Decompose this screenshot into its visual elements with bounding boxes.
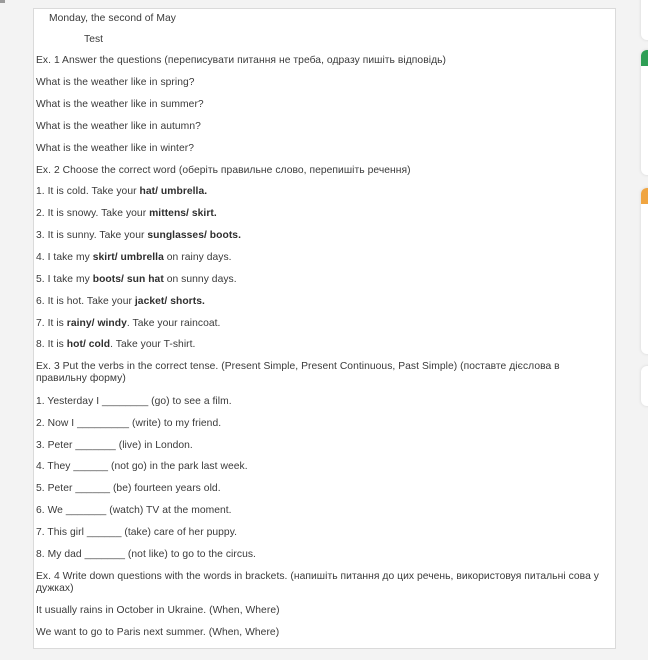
ex2-item xyxy=(34,318,609,330)
ex3-item: 8. My dad _______ (not like) to go to the circus. xyxy=(36,549,256,560)
ex2-item xyxy=(34,230,609,242)
ex2-item-choice: rainy/ windy xyxy=(66,318,127,329)
ex2-item-text: on sunny days. xyxy=(163,274,237,285)
ex2-item xyxy=(34,296,609,308)
ex3-item: 5. Peter ______ (be) fourteen years old. xyxy=(36,483,221,494)
test-title: Test xyxy=(84,34,104,45)
ex2-heading: Ex. 2 Choose the correct word (оберіть правильне слово, перепишіть речення) xyxy=(36,165,411,176)
ex2-item-text: . Take your raincoat. xyxy=(126,318,221,329)
ex2-item xyxy=(34,252,609,264)
ex4-heading: Ex. 4 Write down questions with the words in brackets. (напишіть питання до цих речень, використовуя питальні сова у дужках) xyxy=(36,571,599,594)
ex1-heading: Ex. 1 Answer the questions (переписувати питання не треба, одразу пишіть відповідь) xyxy=(36,55,447,66)
ex3-item: 4. They ______ (not go) in the park last week. xyxy=(36,461,248,472)
document-sheet xyxy=(33,8,616,649)
ex1-question: What is the weather like in winter? xyxy=(36,143,194,154)
ex2-item-choice: hat/ umbrella. xyxy=(139,186,208,197)
ex3-item: 3. Peter _______ (live) in London. xyxy=(36,440,193,451)
ex2-item xyxy=(34,339,609,351)
ex2-item-text: on rainy days. xyxy=(163,252,232,263)
ex2-item-choice: sunglasses/ boots. xyxy=(147,230,241,241)
ex4-item: It usually rains in October in Ukraine. (When, Where) xyxy=(36,605,280,616)
ex2-item-text: 8. It is xyxy=(36,339,67,350)
ex2-item-choice: mittens/ skirt. xyxy=(149,208,217,219)
ex2-item xyxy=(34,208,609,220)
ex3-item: 6. We _______ (watch) TV at the moment. xyxy=(36,505,232,516)
ex3-heading: Ex. 3 Put the verbs in the correct tense. (Present Simple, Present Continuous, Past Simple) (поставте дієслова в правильну форму) xyxy=(36,361,560,384)
ex2-item-text: . Take your T-shirt. xyxy=(110,339,196,350)
ex2-item-text: 1. It is cold. Take your xyxy=(36,186,140,197)
ex2-item-text: 2. It is snowy. Take your xyxy=(36,208,150,219)
ex2-item-text: 7. It is xyxy=(36,318,67,329)
ex2-item-choice: jacket/ shorts. xyxy=(134,296,205,307)
ex3-item: 7. This girl ______ (take) care of her puppy. xyxy=(36,527,238,538)
ex2-item-choice: hot/ cold xyxy=(66,339,111,350)
ex2-item-text: 4. I take my xyxy=(36,252,93,263)
side-panel-card[interactable] xyxy=(641,366,648,406)
ex4-item: We want to go to Paris next summer. (When, Where) xyxy=(36,627,280,638)
side-panel-card-green[interactable] xyxy=(641,50,648,175)
ex1-question: What is the weather like in spring? xyxy=(36,77,195,88)
date-line: Monday, the second of May xyxy=(49,13,176,24)
ex2-item-choice: boots/ sun hat xyxy=(92,274,164,285)
ex2-item-text: 5. I take my xyxy=(36,274,93,285)
side-panel-accent xyxy=(641,50,648,66)
ex2-item-text: 6. It is hot. Take your xyxy=(36,296,135,307)
ex2-item xyxy=(34,186,609,198)
ex1-question: What is the weather like in summer? xyxy=(36,99,204,110)
ex1-question: What is the weather like in autumn? xyxy=(36,121,201,132)
ex2-item-choice: skirt/ umbrella xyxy=(92,252,164,263)
ex2-item xyxy=(34,274,609,286)
side-panel-card[interactable] xyxy=(641,0,648,40)
side-panel-accent xyxy=(641,188,648,204)
ex3-item: 1. Yesterday I ________ (go) to see a film. xyxy=(36,396,232,407)
corner-mark xyxy=(0,0,5,3)
ex3-item: 2. Now I _________ (write) to my friend. xyxy=(36,418,222,429)
side-panel-card-orange[interactable] xyxy=(641,188,648,354)
ex2-item-text: 3. It is sunny. Take your xyxy=(36,230,148,241)
